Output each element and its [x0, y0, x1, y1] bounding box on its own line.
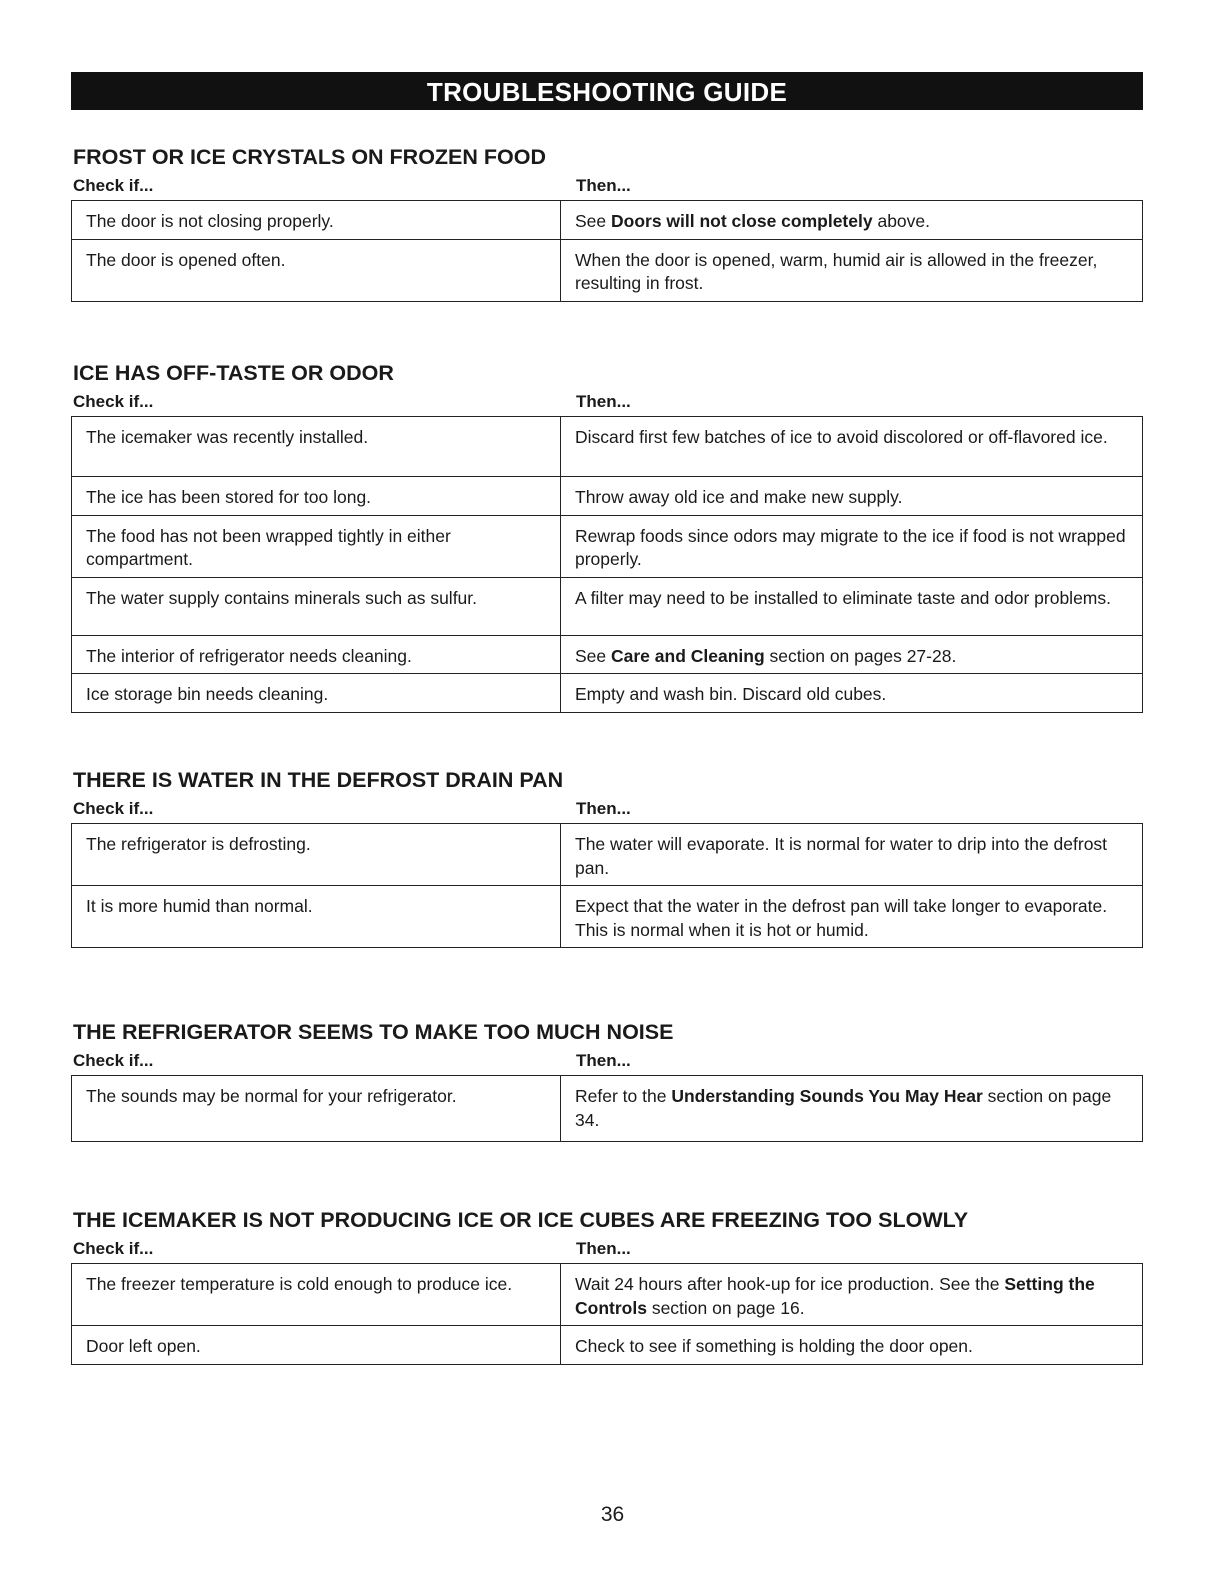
table-row: [72, 477, 1143, 516]
then-cell: Throw away old ice and make new supply.: [561, 477, 1143, 516]
check-if-header: Check if...: [73, 799, 154, 818]
check-cell: The food has not been wrapped tightly in either compartment.: [72, 515, 561, 577]
check-cell: The sounds may be normal for your refrigerator.: [72, 1076, 561, 1142]
then-header: Then...: [576, 392, 631, 411]
check-cell: The water supply contains minerals such as sulfur.: [72, 577, 561, 635]
check-cell: Door left open.: [72, 1326, 561, 1365]
then-header: Then...: [576, 176, 631, 195]
check-if-header: Check if...: [73, 176, 154, 195]
column-headers: [71, 172, 1143, 200]
table-row: [72, 1326, 1143, 1365]
check-cell: It is more humid than normal.: [72, 886, 561, 948]
then-header: Then...: [576, 1239, 631, 1258]
table-row: [72, 417, 1143, 477]
then-cell: Empty and wash bin. Discard old cubes.: [561, 674, 1143, 713]
check-cell: Ice storage bin needs cleaning.: [72, 674, 561, 713]
check-cell: The icemaker was recently installed.: [72, 417, 561, 477]
column-headers: [71, 1047, 1143, 1075]
table-row: [72, 1076, 1143, 1142]
then-cell: The water will evaporate. It is normal for water to drip into the defrost pan.: [561, 824, 1143, 886]
table-row: [72, 515, 1143, 577]
troubleshoot-table: [71, 416, 1143, 713]
then-cell: Refer to the Understanding Sounds You May Hear section on page 34.: [561, 1076, 1143, 1142]
table-row: [72, 824, 1143, 886]
section-title: THE REFRIGERATOR SEEMS TO MAKE TOO MUCH NOISE: [73, 1020, 674, 1044]
troubleshoot-table: [71, 200, 1143, 302]
table-row: [72, 239, 1143, 301]
column-headers: [71, 388, 1143, 416]
table-row: [72, 635, 1143, 674]
check-cell: The refrigerator is defrosting.: [72, 824, 561, 886]
column-headers: [71, 795, 1143, 823]
section-defrost-pan: [71, 765, 1143, 948]
check-cell: The ice has been stored for too long.: [72, 477, 561, 516]
check-cell: The interior of refrigerator needs cleaning.: [72, 635, 561, 674]
troubleshoot-table: [71, 1075, 1143, 1142]
table-row: [72, 201, 1143, 240]
then-cell: When the door is opened, warm, humid air is allowed in the freezer, resulting in frost.: [561, 239, 1143, 301]
check-cell: The freezer temperature is cold enough to produce ice.: [72, 1264, 561, 1326]
troubleshoot-table: [71, 1263, 1143, 1365]
then-header: Then...: [576, 1051, 631, 1070]
table-row: [72, 674, 1143, 713]
check-if-header: Check if...: [73, 392, 154, 411]
then-cell: Expect that the water in the defrost pan will take longer to evaporate. This is normal when it is hot or humid.: [561, 886, 1143, 948]
table-row: [72, 1264, 1143, 1326]
page-title: TROUBLESHOOTING GUIDE: [426, 77, 788, 107]
section-title: ICE HAS OFF-TASTE OR ODOR: [73, 361, 394, 385]
page-title-banner: [71, 72, 1143, 110]
section-title: THERE IS WATER IN THE DEFROST DRAIN PAN: [73, 768, 564, 792]
page-number: 36: [600, 1503, 625, 1526]
section-ice-taste: [71, 358, 1143, 713]
then-cell: Check to see if something is holding the door open.: [561, 1326, 1143, 1365]
then-cell: Rewrap foods since odors may migrate to the ice if food is not wrapped properly.: [561, 515, 1143, 577]
section-frost: [71, 142, 1143, 302]
section-noise: [71, 1017, 1143, 1142]
then-header: Then...: [576, 799, 631, 818]
then-cell: Discard first few batches of ice to avoid discolored or off-flavored ice.: [561, 417, 1143, 477]
section-title: THE ICEMAKER IS NOT PRODUCING ICE OR ICE CUBES ARE FREEZING TOO SLOWLY: [73, 1208, 969, 1232]
section-title: FROST OR ICE CRYSTALS ON FROZEN FOOD: [73, 145, 546, 169]
then-cell: See Doors will not close completely above.: [561, 201, 1143, 240]
then-cell: Wait 24 hours after hook-up for ice production. See the Setting the Controls section on page 16.: [561, 1264, 1143, 1326]
section-icemaker: [71, 1205, 1143, 1365]
then-cell: A filter may need to be installed to eliminate taste and odor problems.: [561, 577, 1143, 635]
check-cell: The door is not closing properly.: [72, 201, 561, 240]
check-if-header: Check if...: [73, 1051, 154, 1070]
check-if-header: Check if...: [73, 1239, 154, 1258]
table-row: [72, 577, 1143, 635]
table-row: [72, 886, 1143, 948]
check-cell: The door is opened often.: [72, 239, 561, 301]
then-cell: See Care and Cleaning section on pages 27-28.: [561, 635, 1143, 674]
column-headers: [71, 1235, 1143, 1263]
troubleshoot-table: [71, 823, 1143, 948]
